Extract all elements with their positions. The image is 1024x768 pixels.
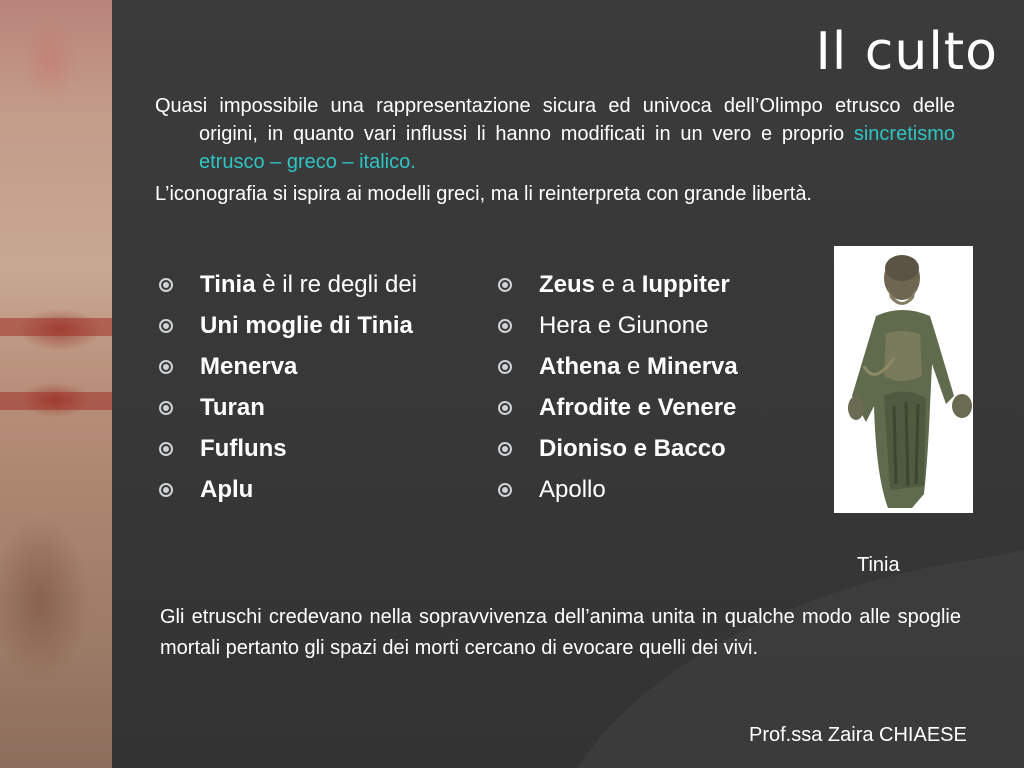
bullet-icon	[498, 360, 512, 374]
bullet-icon	[159, 360, 173, 374]
slide-title: Il culto	[815, 22, 998, 82]
bullet-icon	[159, 319, 173, 333]
etruscan-gods-list	[157, 270, 417, 516]
list-item: Afrodite e Venere	[496, 393, 738, 434]
tinia-statue-image	[834, 246, 973, 513]
intro-text	[155, 92, 955, 208]
list-item: Menerva	[157, 352, 417, 393]
bullet-icon	[498, 278, 512, 292]
bullet-icon	[159, 483, 173, 497]
greco-roman-gods-list	[496, 270, 738, 516]
bottom-paragraph: Gli etruschi credevano nella sopravvivenza dell’anima unita in qualche modo alle spoglie mortali pertanto gli spazi dei morti cercano di evocare quelli dei vivi.	[160, 606, 961, 659]
list-item: Fufluns	[157, 434, 417, 475]
fresco-side-image	[0, 0, 112, 768]
intro-paragraph-1: Quasi impossibile una rappresentazione sicura ed univoca dell’Olimpo etrusco delle origini, in quanto vari influssi li hanno modificati in un vero e proprio sincretismo etrusco – greco – italico.	[155, 95, 955, 173]
list-item: Zeus e a Iuppiter	[496, 270, 738, 311]
bullet-icon	[159, 442, 173, 456]
list-item: Turan	[157, 393, 417, 434]
bullet-icon	[498, 442, 512, 456]
list-item: Uni moglie di Tinia	[157, 311, 417, 352]
bullet-icon	[498, 401, 512, 415]
bullet-icon	[159, 278, 173, 292]
highlighted-text: sincretismo etrusco – greco – italico.	[199, 123, 955, 173]
list-item: Aplu	[157, 475, 417, 516]
bullet-icon	[498, 319, 512, 333]
bullet-icon	[159, 401, 173, 415]
list-item: Dioniso e Bacco	[496, 434, 738, 475]
image-caption: Tinia	[857, 554, 900, 576]
intro-paragraph-2: L’iconografia si ispira ai modelli greci, ma li reinterpreta con grande libertà.	[155, 183, 812, 205]
list-item: Tinia è il re degli dei	[157, 270, 417, 311]
list-item: Athena e Minerva	[496, 352, 738, 393]
author-credit: Prof.ssa Zaira CHIAESE	[749, 724, 967, 746]
list-item: Hera e Giunone	[496, 311, 738, 352]
list-item: Apollo	[496, 475, 738, 516]
bullet-icon	[498, 483, 512, 497]
